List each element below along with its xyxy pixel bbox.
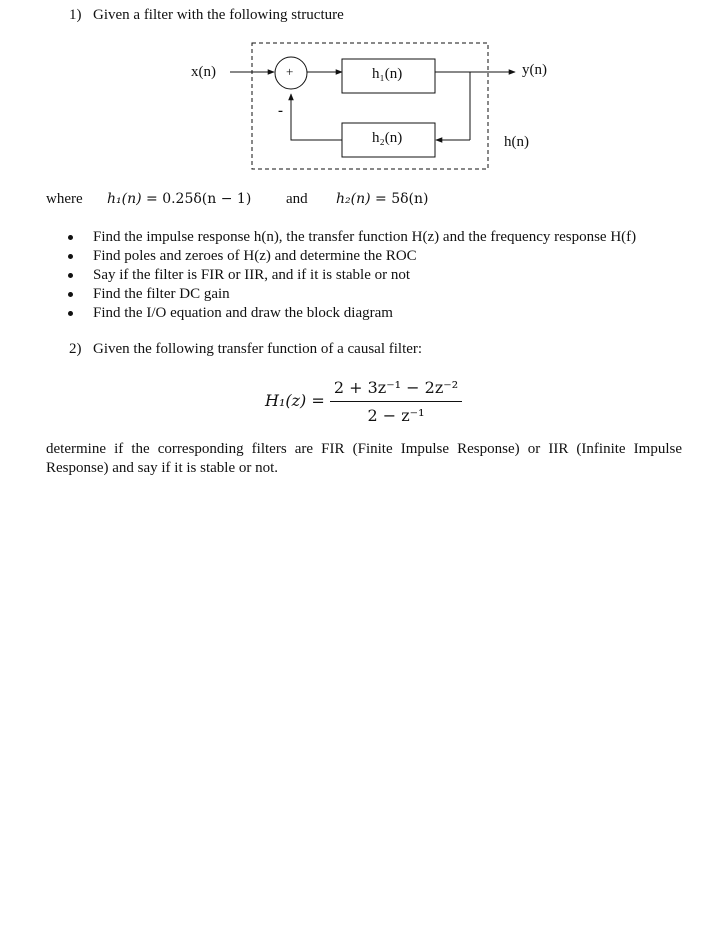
problem-2-conclusion: determine if the corresponding filters are FIR (Finite Impulse Response) or IIR (Infinite Impulse Response) and say if it is stable or not. xyxy=(46,441,682,476)
block-diagram xyxy=(0,0,702,200)
task-list xyxy=(62,228,636,323)
feedback-line xyxy=(291,94,342,140)
output-label: y(n) xyxy=(522,62,547,78)
transfer-function-fraction xyxy=(330,376,462,427)
block-h2-label: h₂(n) xyxy=(372,130,403,146)
sum-minus-sign: - xyxy=(278,103,283,119)
list-item: Find the filter DC gain xyxy=(62,285,636,304)
list-item: Find the impulse response h(n), the transfer function H(z) and the frequency response H(f) xyxy=(62,228,636,247)
problem-1-number: 1) xyxy=(69,7,82,23)
problem-2-number: 2) xyxy=(69,341,82,357)
and-label: and xyxy=(286,191,308,207)
h1-lhs: h₁(n) = xyxy=(107,191,163,207)
transfer-function-denominator: 2 − z⁻¹ xyxy=(367,406,425,425)
input-label: x(n) xyxy=(191,64,216,80)
h2-rhs: 5δ(n) xyxy=(391,191,429,207)
fraction-bar xyxy=(330,401,462,402)
transfer-function-lhs: H₁(z) = xyxy=(265,391,325,410)
problem-2-prompt: Given the following transfer function of a causal filter: xyxy=(93,341,423,357)
overall-system-label: h(n) xyxy=(504,134,529,150)
h2-definition xyxy=(336,191,428,207)
h1-rhs: 0.25δ(n − 1) xyxy=(162,191,252,207)
block-h1-label: h₁(n) xyxy=(372,66,403,82)
h2-lhs: h₂(n) = xyxy=(336,191,392,207)
list-item: Say if the filter is FIR or IIR, and if it is stable or not xyxy=(62,266,636,285)
list-item: Find the I/O equation and draw the block diagram xyxy=(62,304,636,323)
problem-1-prompt: Given a filter with the following structure xyxy=(93,7,344,23)
sum-plus-sign: + xyxy=(286,64,294,79)
transfer-function-numerator: 2 + 3z⁻¹ − 2z⁻² xyxy=(333,378,459,397)
where-label: where xyxy=(46,191,83,207)
h1-definition xyxy=(107,191,251,207)
list-item: Find poles and zeroes of H(z) and determine the ROC xyxy=(62,247,636,266)
